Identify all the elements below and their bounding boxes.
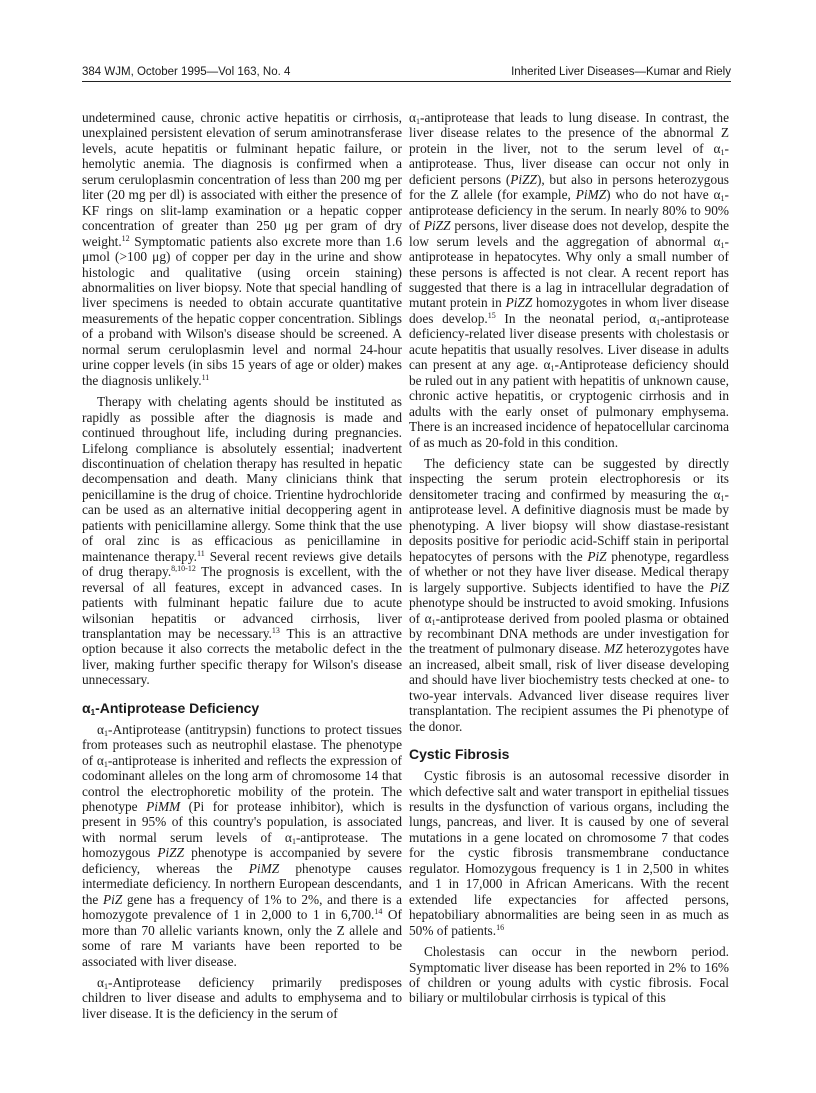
paragraph: Cystic fibrosis is an autosomal recessive disorder in which defective salt and water transport in epithelial tissues results in the dysfunction of various organs, including the lungs, pancreas, and liver. It is caused by one of several mutations in a gene located on chromosome 7 that codes for the cystic fibrosis transmembrane conductance regulator. Homozygous frequency is 1 in 2,500 in whites and 1 in 17,000 in African Americans. With the recent extended life expectancies for affected persons, hepatobiliary abnormalities are being seen in as much as 50% of patients.$^{16}$ — [409, 768, 729, 938]
paragraph: Cholestasis can occur in the newborn period. Symptomatic liver disease has been reported in 2% to 16% of children or young adults with cystic fibrosis. Focal biliary or multilobular cirrhosis is typical of this — [409, 944, 729, 1006]
paragraph: The deficiency state can be suggested by directly inspecting the serum protein electrophoresis or its densitometer tracing and confirmed by measuring the $\alpha_1$-antiprotease level. A definitive diagnosis must be made by phenotyping. A liver biopsy will show diastase-resistant deposits positive for periodic acid-Schiff stain in periportal hepatocytes of persons with the PiZ phenotype, regardless of whether or not they have liver disease. Medical therapy is largely supportive. Subjects identified to have the PiZ phenotype should be instructed to avoid smoking. Infusions of $\alpha_1$-antiprotease derived from pooled plasma or obtained by recombinant DNA methods are under investigation for the treatment of pulmonary disease. MZ heterozygotes have an increased, albeit small, risk of liver disease developing and should have liver biochemistry tests checked at one- to two-year intervals. Advanced liver disease requires liver transplantation. The recipient assumes the Pi phenotype of the donor. — [409, 455, 729, 734]
paragraph: $\alpha_1$-Antiprotease deficiency primarily predisposes children to liver disease and adults to emphysema and to liver disease. It is the deficiency in the serum of — [82, 975, 402, 1021]
paragraph: $\alpha_1$-antiprotease that leads to lung disease. In contrast, the liver disease relates to the presence of the abnormal Z protein in the liver, not to the serum level of $\alpha_1$-antiprotease. Thus, liver disease can occur not only in deficient persons (PiZZ), but also in persons heterozygous for the Z allele (for example, PiMZ) who do not have $\alpha_1$-antiprotease deficiency in the serum. In nearly 80% to 90% of PiZZ persons, liver disease does not develop, despite the low serum levels and the aggregation of abnormal $\alpha_1$-antiprotease in hepatocytes. Why only a small number of these persons is affected is not clear. A recent report has suggested that there is a lag in intracellular degradation of mutant protein in PiZZ homozygotes in whom liver disease does develop.$^{15}$ In the neonatal period, $\alpha_1$-antiprotease deficiency-related liver disease presents with cholestasis or acute hepatitis that usually resolves. Liver disease in adults can present at any age. $\alpha_1$-Antiprotease deficiency should be ruled out in any patient with hepatitis of unknown cause, chronic active hepatitis, or cryptogenic cirrhosis and in adults with the early onset of pulmonary emphysema. There is an increased incidence of hepatocellular carcinoma of as much as 20-fold in this condition. — [409, 110, 730, 450]
section-heading-cystic-fibrosis: Cystic Fibrosis — [409, 746, 510, 763]
left-column — [82, 110, 402, 1021]
header-article: Inherited Liver Diseases—Kumar and Riely — [511, 66, 731, 78]
paragraph: undetermined cause, chronic active hepatitis or cirrhosis, unexplained persistent elevation of serum aminotransferase levels, acute hepatitis or fulminant hepatic failure, or hemolytic anemia. The diagnosis is confirmed when a serum ceruloplasmin concentration of less than 200 mg per liter (20 mg per dl) is associated with either the presence of KF rings on slit-lamp examination or a hepatic copper concentration of greater than 250 μg per gram of dry weight.$^{12}$ Symptomatic patients also excrete more than 1.6 μmol (>100 μg) of copper per day in the urine and show histologic and qualitative (using orcein staining) abnormalities on liver biopsy. Note that special handling of liver specimens is needed to obtain accurate quantitative measurements of the hepatic copper concentration. Siblings of a proband with Wilson's disease should be screened. A normal serum ceruloplasmin level and normal 24-hour urine copper levels (in sibs 15 years of age or older) makes the diagnosis unlikely.$^{11}$ — [82, 110, 402, 388]
paragraph: $\alpha_1$-Antiprotease (antitrypsin) functions to protect tissues from proteases such as neutrophil elastase. The phenotype of $\alpha_1$-antiprotease is inherited and reflects the expression of codominant alleles on the long arm of chromosome 14 that control the electrophoretic mobility of the protein. The phenotype PiMM (Pi for protease inhibitor), which is present in 95% of this country's population, is associated with normal serum levels of $\alpha_1$-antiprotease. The homozygous PiZZ phenotype is accompanied by severe deficiency, whereas the PiMZ phenotype causes intermediate deficiency. In northern European descendants, the PiZ gene has a frequency of 1% to 2%, and there is a homozygote prevalence of 1 in 2,000 to 1 in 6,700.14 Of more than 70 allelic variants known, only the Z allele and some of rare M variants have been reported to be associated with liver disease. — [82, 721, 403, 969]
header-journal: 384 WJM, October 1995—Vol 163, No. 4 — [82, 66, 291, 78]
paragraph: Therapy with chelating agents should be instituted as rapidly as possible after the diagnosis is made and continued throughout life, including during pregnancies. Lifelong compliance is absolutely essential; inadvertent discontinuation of chelation therapy has resulted in hepatic decompensation and death. Many clinicians think that penicillamine is the drug of choice. Trientine hydrochloride can be used as an alternative initial decoppering agent in patients with penicillamine allergy. Some think that the use of oral zinc is as efficacious as penicillamine in maintenance therapy.$^{11}$ Several recent reviews give details of drug therapy.$^{8,10-12}$ The prognosis is excellent, with the reversal of all features, except in advanced cases. In patients with fulminant hepatic failure due to acute wilsonian hepatitis or advanced cirrhosis, liver transplantation may be necessary.$^{13}$ This is an attractive option because it also corrects the metabolic defect in the liver, making further specific therapy for Wilson's disease unnecessary. — [82, 394, 402, 688]
section-heading-alpha: $\alpha_1$-Antiprotease Deficiency — [82, 699, 260, 717]
right-column — [409, 110, 729, 1006]
running-header — [82, 63, 731, 82]
